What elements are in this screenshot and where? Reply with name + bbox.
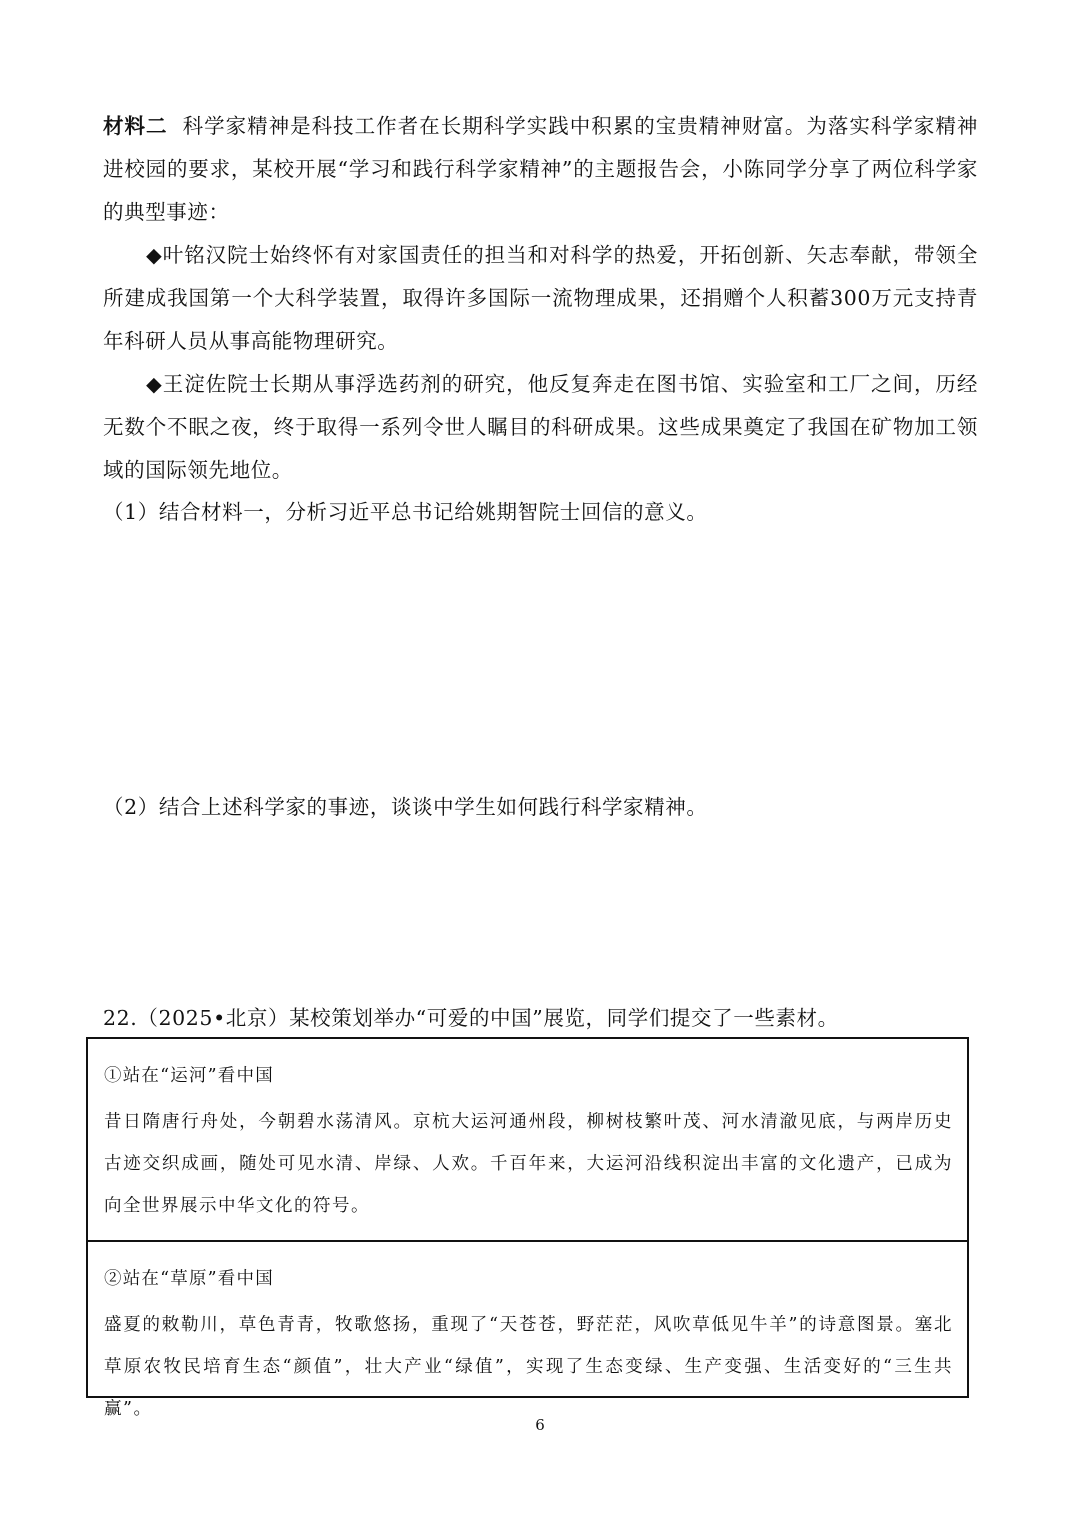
material-two-intro [103,105,978,234]
material-box-canal-body: 昔日隋唐行舟处，今朝碧水荡清风。京杭大运河通州段，柳树枝繁叶茂、河水清澈见底，与两岸历史古迹交织成画，随处可见水清、岸绿、人欢。千百年来，大运河沿线积淀出丰富的文化遗产，已成为向全世界展示中华文化的符号。 [104,1112,953,1216]
material-box-canal-title: ①站在“运河”看中国 [104,1066,274,1086]
scientist-ye-text: 叶铭汉院士始终怀有对家国责任的担当和对科学的热爱，开拓创新、矢志奉献，带领全所建成我国第一个大科学装置，取得许多国际一流物理成果，还捐赠个人积蓄300万元支持青年科研人员从事高能物理研究。 [103,243,978,353]
scientist-wang-text: 王淀佐院士长期从事浮选药剂的研究，他反复奔走在图书馆、实验室和工厂之间，历经无数个不眠之夜，终于取得一系列令世人瞩目的科研成果。这些成果奠定了我国在矿物加工领域的国际领先地位。 [103,372,978,482]
question-2: （2）结合上述科学家的事迹，谈谈中学生如何践行科学家精神。 [103,795,708,819]
material-two [103,105,978,492]
question-1: （1）结合材料一，分析习近平总书记给姚期智院士回信的意义。 [103,500,708,524]
material-two-label: 材料二 [103,114,168,138]
material-box-grassland-title: ②站在“草原”看中国 [104,1269,274,1289]
diamond-bullet-icon: ◆ [146,372,163,396]
material-two-intro-text: 科学家精神是科技工作者在长期科学实践中积累的宝贵精神财富。为落实科学家精神进校园的要求，某校开展“学习和践行科学家精神”的主题报告会，小陈同学分享了两位科学家的典型事迹： [103,114,978,224]
material-box-grassland-body: 盛夏的敕勒川，草色青青，牧歌悠扬，重现了“天苍苍，野茫茫，风吹草低见牛羊”的诗意图景。塞北草原农牧民培育生态“颜值”，壮大产业“绿值”，实现了生态变绿、生产变强、生活变好的“三生共赢”。 [104,1315,953,1419]
page-number: 6 [535,1416,545,1434]
scientist-wang [103,363,978,492]
scientist-ye [103,234,978,363]
material-box-grassland [86,1240,969,1419]
question-22-stem: 22.（2025•北京）某校策划举办“可爱的中国”展览，同学们提交了一些素材。 [103,1006,839,1030]
material-box-canal [86,1037,969,1240]
diamond-bullet-icon: ◆ [146,243,163,267]
